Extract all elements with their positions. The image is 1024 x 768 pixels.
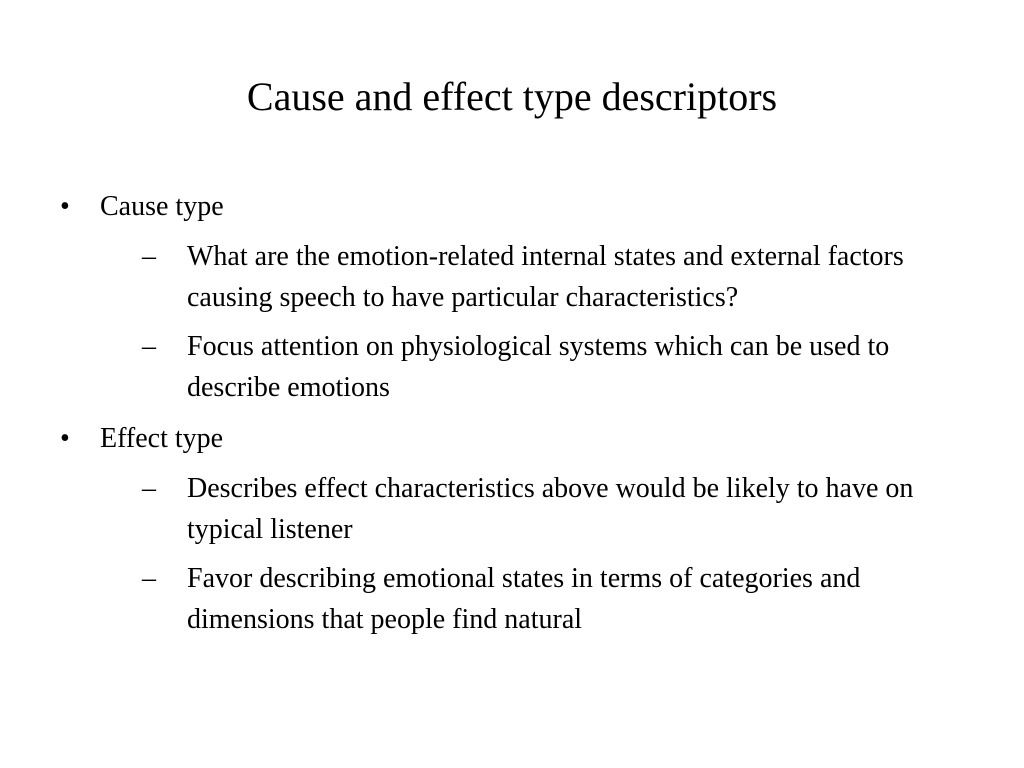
bullet-list [58, 190, 938, 654]
sub-bullet-text: Describes effect characteristics above would be likely to have on typical listener [187, 473, 914, 545]
sub-bullet-item [142, 468, 938, 550]
dash-marker: – [142, 563, 156, 594]
bullet-item-effect-type [58, 422, 938, 640]
sub-bullet-list [100, 236, 938, 408]
sub-bullet-item [142, 236, 938, 318]
sub-bullet-list [100, 468, 938, 640]
slide-title: Cause and effect type descriptors [246, 74, 778, 119]
sub-bullet-text: Focus attention on physiological systems which can be used to describe emotions [187, 331, 890, 403]
dash-marker: – [142, 331, 156, 362]
sub-bullet-text: What are the emotion-related internal states and external factors causing speech to have particular characteristics? [187, 241, 904, 313]
sub-bullet-item [142, 326, 938, 408]
bullet-label: Cause type [100, 191, 224, 222]
dash-marker: – [142, 473, 156, 504]
sub-bullet-item [142, 558, 938, 640]
bullet-marker: • [60, 423, 70, 454]
bullet-marker: • [60, 191, 70, 222]
bullet-item-cause-type [58, 190, 938, 408]
dash-marker: – [142, 241, 156, 272]
sub-bullet-text: Favor describing emotional states in terms of categories and dimensions that people find natural [187, 563, 861, 635]
bullet-label: Effect type [100, 423, 224, 454]
